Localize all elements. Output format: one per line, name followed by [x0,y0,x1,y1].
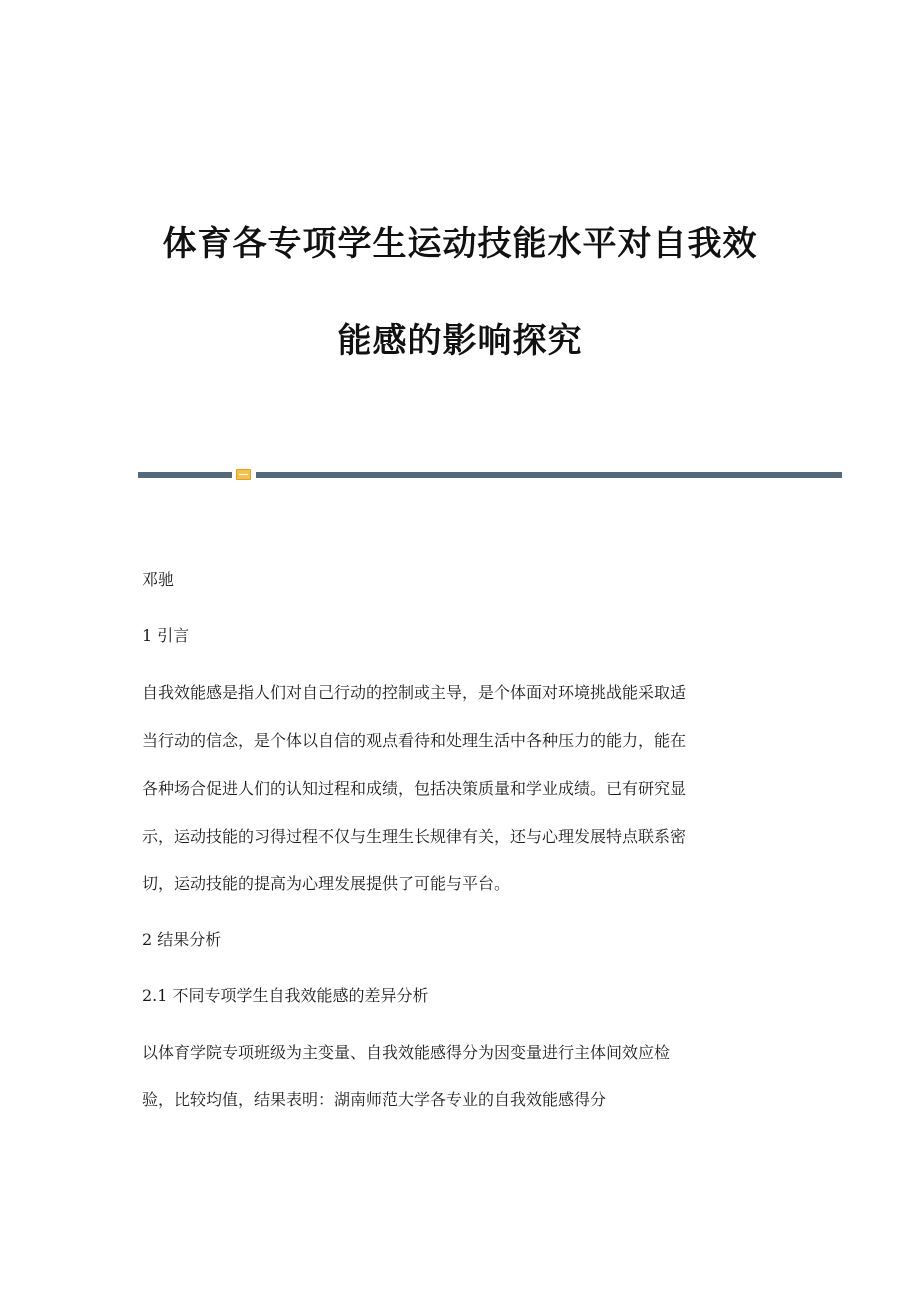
intro-paragraph-line: 切，运动技能的提高为心理发展提供了可能与平台。 [142,874,511,893]
envelope-icon [236,469,251,480]
intro-paragraph-line: 各种场合促进人们的认知过程和成绩，包括决策质量和学业成绩。已有研究显 [142,779,687,798]
subsection-heading: 2.1 不同专项学生自我效能感的差异分析 [142,986,429,1005]
divider-right-bar [256,472,842,478]
result-paragraph-line: 验，比较均值，结果表明：湖南师范大学各专业的自我效能感得分 [142,1090,607,1109]
intro-paragraph-line: 当行动的信念，是个体以自信的观点看待和处理生活中各种压力的能力，能在 [142,731,687,750]
section-heading-results: 2 结果分析 [142,930,222,949]
title-divider [138,466,842,482]
intro-paragraph-line: 自我效能感是指人们对自己行动的控制或主导，是个体面对环境挑战能采取适 [142,683,687,702]
document-title-line-1: 体育各专项学生运动技能水平对自我效 [162,224,758,264]
intro-paragraph-line: 示，运动技能的习得过程不仅与生理生长规律有关，还与心理发展特点联系密 [142,827,687,846]
author-name: 邓驰 [142,570,175,589]
result-paragraph-line: 以体育学院专项班级为主变量、自我效能感得分为因变量进行主体间效应检 [142,1043,671,1062]
section-heading-introduction: 1 引言 [142,626,190,645]
divider-left-bar [138,472,232,478]
document-title-line-2: 能感的影响探究 [337,321,583,361]
